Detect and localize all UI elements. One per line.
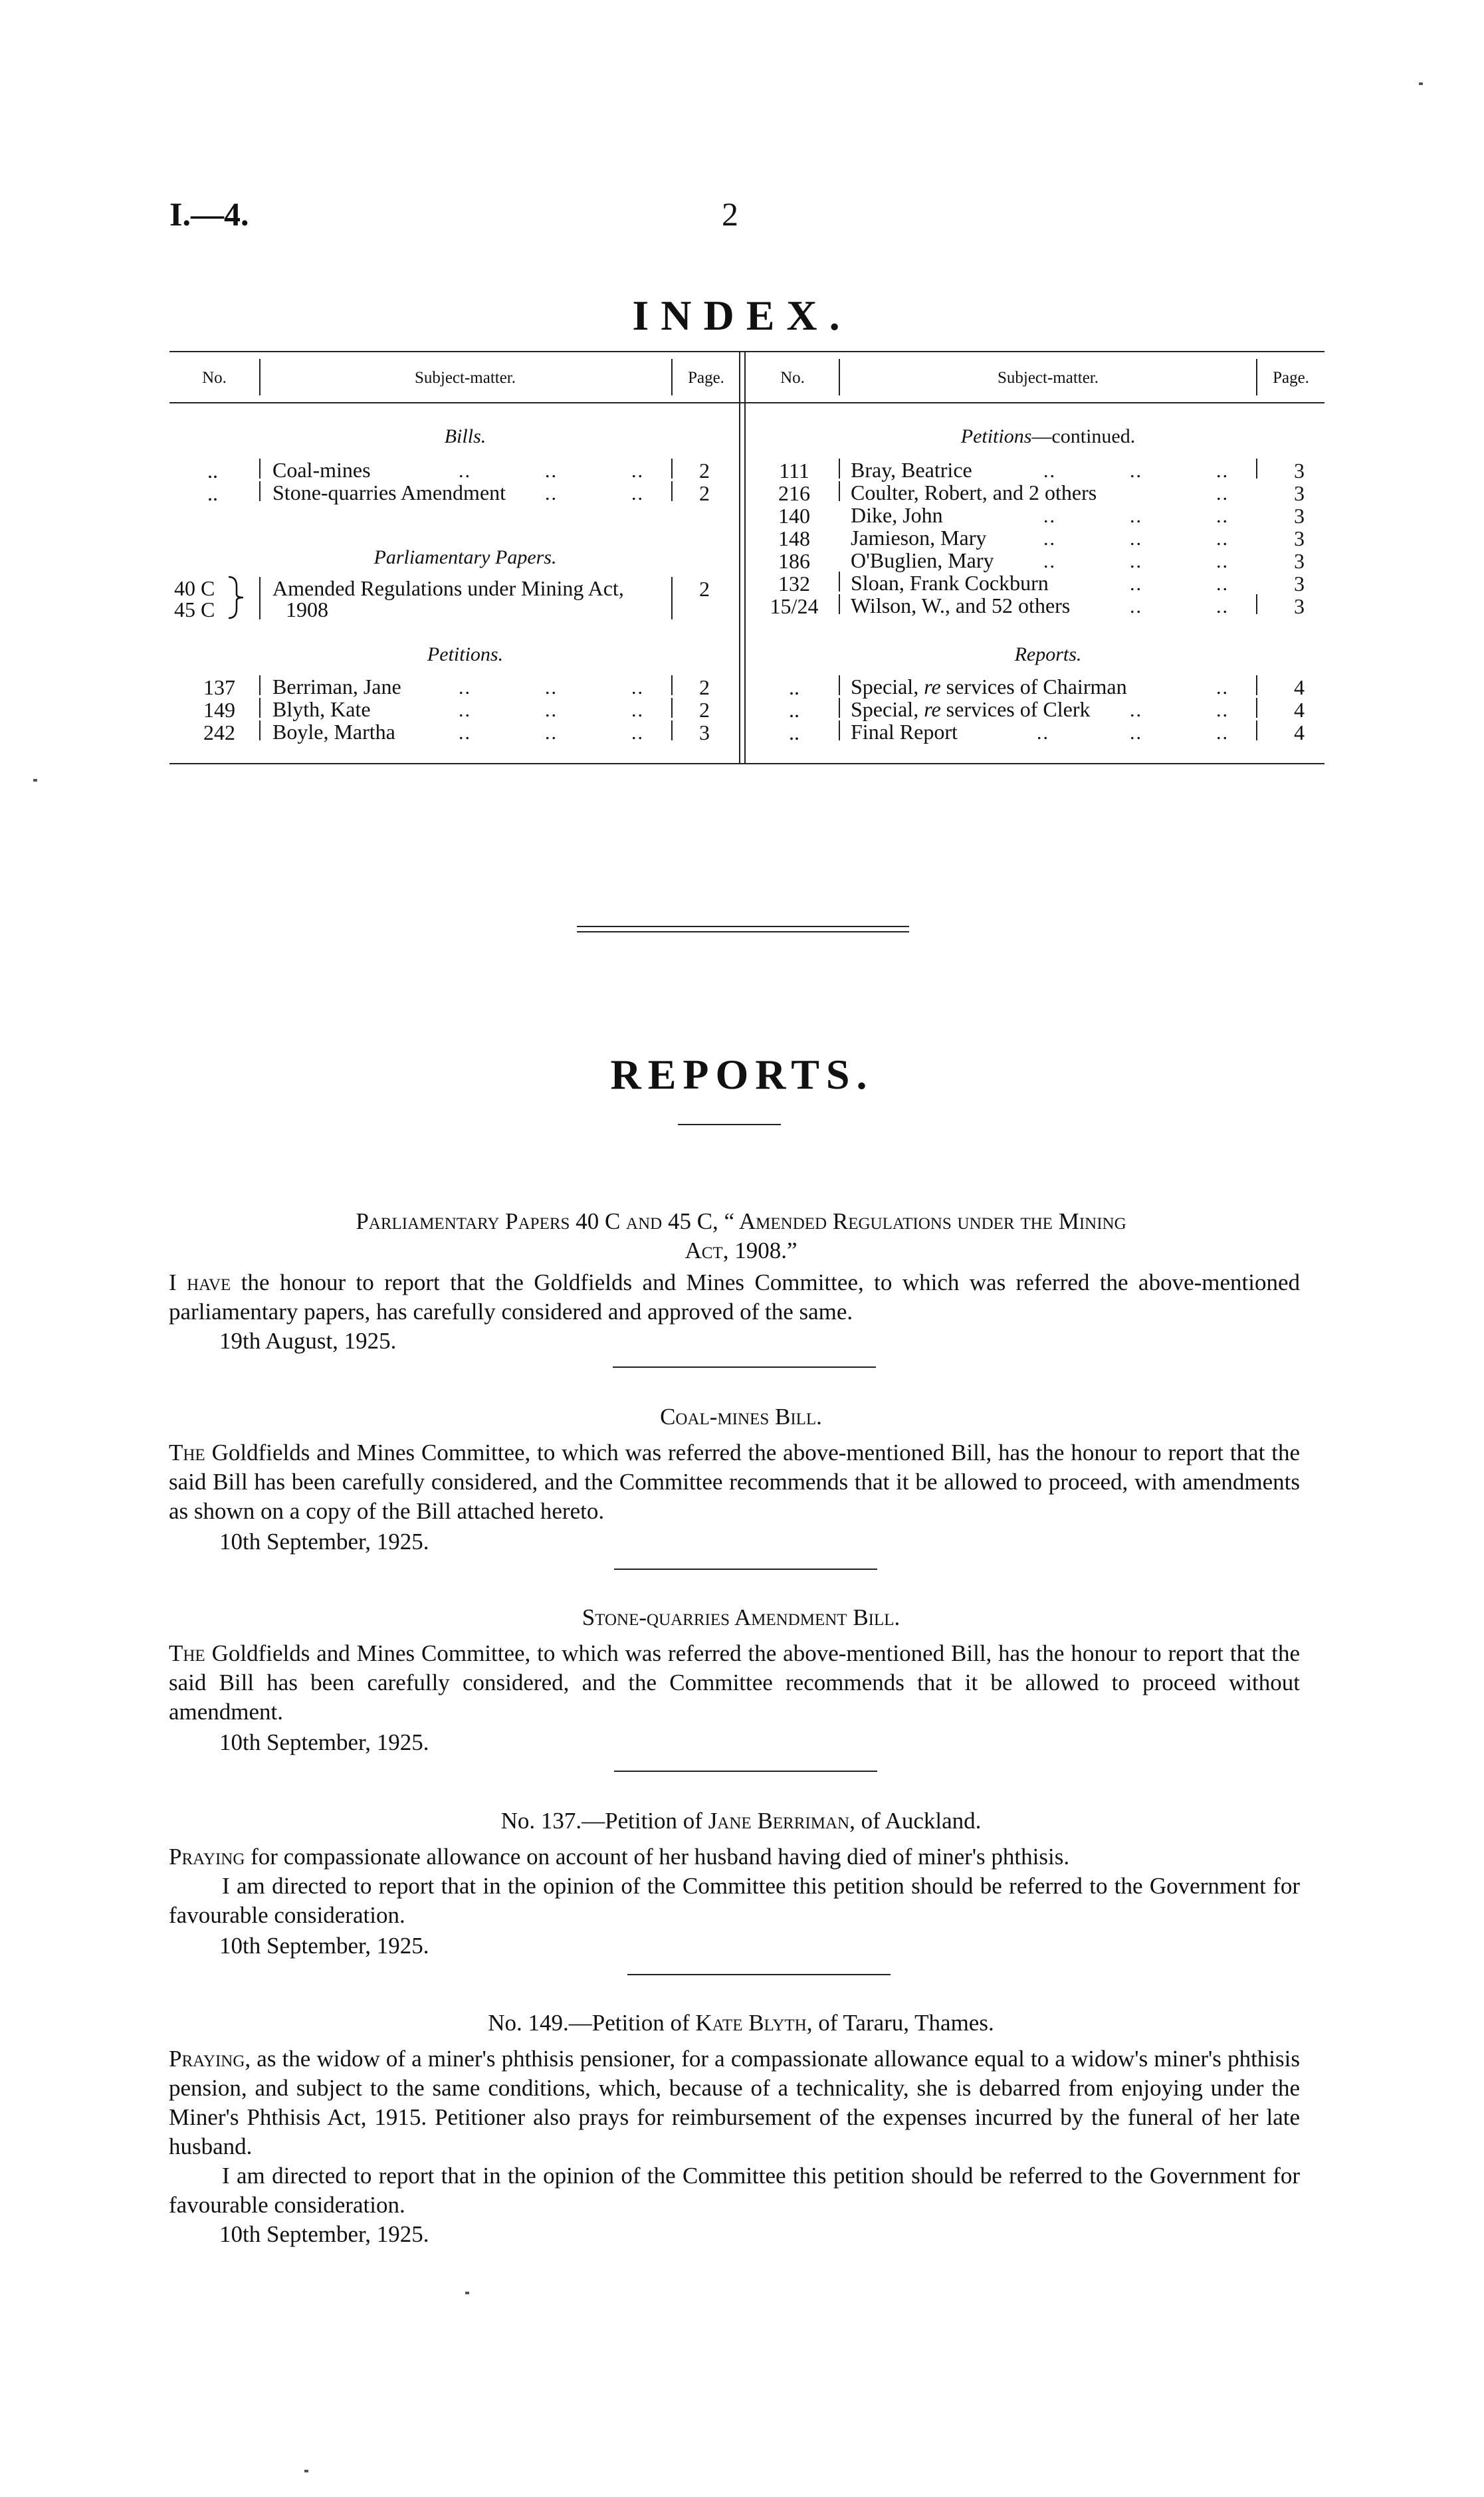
body-text: Goldfields and Mines Committee, to which was referred the above-mentioned Bill, has the honour to report that the said Bill has been carefully considered, and the Committee recommends that it be allowed to proceed, with amendments as shown on a copy of the Bill attached hereto. <box>169 1440 1300 1524</box>
section-petitions-continued <box>843 425 1253 448</box>
petition-subject: Blyth, Kate <box>272 697 371 721</box>
row-bar <box>839 594 840 614</box>
report-date: 10th September, 1925. <box>219 2221 429 2247</box>
leader-dots: .. <box>459 460 471 482</box>
leader-dots: .. <box>1216 460 1229 482</box>
report-heading-line2: Act, 1908.” <box>685 1238 797 1263</box>
leader-dots: .. <box>1216 573 1229 595</box>
body-text: Goldfields and Mines Committee, to which was referred the above-mentioned Bill, has the honour to report that the said Bill has been carefully considered, and the Committee recommends that it be allowed to proceed without amendment. <box>169 1640 1300 1725</box>
leader-dots: .. <box>1130 596 1142 617</box>
report-page: 4 <box>1294 698 1305 722</box>
leader-dots: .. <box>1130 722 1142 744</box>
row-bar <box>671 720 673 740</box>
paper-page: 2 <box>699 577 710 601</box>
bill-subject: Coal-mines <box>272 458 371 482</box>
leader-dots: .. <box>631 699 644 721</box>
petition-page: 3 <box>1294 459 1305 483</box>
petition-subject: Sloan, Frank Cockburn <box>851 571 1049 595</box>
report-subject <box>851 720 958 743</box>
row-bar <box>1256 594 1257 614</box>
lead-word: The <box>169 1640 205 1666</box>
leader-dots: .. <box>1216 483 1229 504</box>
petition-no: 137 <box>203 675 235 699</box>
report-body-coal-mines <box>169 1438 1300 1526</box>
report-heading-line1: Parliamentary Papers 40 C and 45 C, “ Amended Regulations under the Mining <box>356 1208 1126 1234</box>
report-divider <box>614 1569 877 1570</box>
leader-dots: .. <box>545 722 558 744</box>
leader-dots: .. <box>1037 722 1049 744</box>
section-divider-top <box>577 926 909 927</box>
report-subject <box>851 675 1127 698</box>
petition-no: 242 <box>203 720 235 744</box>
divider-subject-page-right <box>1256 359 1257 395</box>
section-parliamentary-papers: Parliamentary Papers. <box>373 546 557 568</box>
report-body-petition-149 <box>169 2044 1300 2220</box>
petition-page: 3 <box>699 720 710 744</box>
row-bar <box>671 675 673 695</box>
bill-subject: Stone-quarries Amendment <box>272 481 506 504</box>
bill-page: 2 <box>699 481 710 505</box>
body-text: , as the widow of a miner's phthisis pensioner, for a compassionate allowance equal to a widow's miner's phthisis pension, and subject to the same conditions, which, because of a technicality, she is debarred from enjoying under the Miner's Phthisis Act, 1915. Petitioner also prays for reimbursement of the expenses incurred by the funeral of her late husband. <box>169 2046 1300 2159</box>
row-bar <box>259 577 261 619</box>
section-reports: Reports. <box>1014 643 1082 665</box>
scan-speck <box>1419 82 1423 85</box>
leader-dots: .. <box>1216 677 1229 699</box>
center-double-rule-b <box>744 351 746 764</box>
petition-no: 111 <box>779 459 809 483</box>
report-no: .. <box>789 720 799 744</box>
divider-no-subject-left <box>259 359 261 395</box>
col-head-no-left: No. <box>202 369 227 387</box>
leader-dots: .. <box>631 677 644 699</box>
petition-no: 132 <box>778 572 810 596</box>
report-heading-petition-137 <box>166 1806 1316 1836</box>
petition-no: 216 <box>778 481 810 505</box>
petition-no: 140 <box>778 504 810 528</box>
petition-page: 3 <box>1294 481 1305 505</box>
report-subject-em: re <box>924 675 941 699</box>
scan-speck <box>304 2470 308 2472</box>
report-body-papers <box>169 1268 1300 1327</box>
index-top-rule <box>169 351 1325 352</box>
leader-dots: .. <box>1216 528 1229 550</box>
row-bar <box>1256 698 1257 718</box>
report-no: .. <box>789 675 799 699</box>
col-head-page-right: Page. <box>1273 369 1309 387</box>
heading-pre: No. 137.—Petition of <box>500 1808 708 1834</box>
leader-dots: .. <box>1216 722 1229 744</box>
report-subject-pre: Special, <box>851 697 924 721</box>
report-body-petition-137 <box>169 1842 1300 1930</box>
paper-subject-line2: 1908 <box>286 597 328 621</box>
petition-page: 3 <box>1294 594 1305 618</box>
leader-dots: .. <box>1130 505 1142 527</box>
row-bar <box>839 572 840 592</box>
petition-subject: Bray, Beatrice <box>851 458 972 482</box>
row-bar <box>671 698 673 718</box>
center-double-rule-a <box>739 351 740 764</box>
row-bar <box>1256 459 1257 479</box>
leader-dots: .. <box>545 483 558 504</box>
leader-dots: .. <box>459 699 471 721</box>
leader-dots: .. <box>1130 699 1142 721</box>
leader-dots: .. <box>631 460 644 482</box>
lead-word: Praying <box>169 2046 245 2072</box>
petition-no: 15/24 <box>770 594 819 618</box>
lead-word: I have <box>169 1269 231 1295</box>
leader-dots: .. <box>1043 505 1056 527</box>
heading-pre: No. 149.—Petition of <box>488 2010 696 2036</box>
section-petitions: Petitions. <box>427 643 504 665</box>
row-bar <box>259 720 261 740</box>
row-bar <box>671 577 673 619</box>
leader-dots: .. <box>631 483 644 504</box>
section-petitions-continued-label: Petitions <box>960 425 1032 447</box>
report-subject-post: services of Clerk <box>940 697 1091 721</box>
divider-subject-page-left <box>671 359 673 395</box>
continued-suffix: —continued. <box>1031 425 1136 447</box>
brace-icon <box>226 576 246 619</box>
bill-no: .. <box>207 481 218 505</box>
leader-dots: .. <box>545 460 558 482</box>
leader-dots: .. <box>1130 460 1142 482</box>
report-subject <box>851 698 1090 720</box>
leader-dots: .. <box>1216 596 1229 617</box>
divider-no-subject-right <box>839 359 840 395</box>
leader-dots: .. <box>1130 528 1142 550</box>
lead-word: The <box>169 1440 205 1466</box>
scan-speck <box>33 779 37 782</box>
title-underline <box>678 1124 781 1125</box>
row-bar <box>839 720 840 740</box>
petitioner-name: Kate Blyth <box>695 2010 807 2036</box>
report-date: 10th September, 1925. <box>219 1529 429 1555</box>
scan-speck <box>465 2292 469 2294</box>
bill-no: .. <box>207 459 218 483</box>
row-bar <box>259 459 261 479</box>
report-date: 19th August, 1925. <box>219 1328 397 1354</box>
report-body-stone-quarries <box>169 1639 1300 1727</box>
row-bar <box>839 698 840 718</box>
leader-dots: .. <box>459 677 471 699</box>
report-subject-pre: Special, <box>851 675 924 699</box>
leader-dots: .. <box>631 722 644 744</box>
row-bar <box>671 481 673 501</box>
petition-page: 2 <box>699 698 710 722</box>
report-divider <box>613 1366 876 1368</box>
report-no: .. <box>789 698 799 722</box>
index-header-rule <box>169 402 1325 403</box>
petition-no: 186 <box>778 549 810 573</box>
report-date: 10th September, 1925. <box>219 1933 429 1959</box>
petition-no: 148 <box>778 526 810 550</box>
row-bar <box>1256 720 1257 740</box>
col-head-subject-left: Subject-matter. <box>414 369 516 387</box>
leader-dots: .. <box>459 722 471 744</box>
page-number: 2 <box>722 195 738 233</box>
petition-subject: O'Buglien, Mary <box>851 548 994 572</box>
petition-subject: Coulter, Robert, and 2 others <box>851 481 1097 504</box>
report-page: 4 <box>1294 675 1305 699</box>
leader-dots: .. <box>1216 550 1229 572</box>
row-bar <box>839 459 840 479</box>
petition-page: 3 <box>1294 572 1305 596</box>
report-subject-pre: Final Report <box>851 720 958 744</box>
leader-dots: .. <box>1043 460 1056 482</box>
leader-dots: .. <box>1216 505 1229 527</box>
petition-page: 3 <box>1294 504 1305 528</box>
row-bar <box>259 675 261 695</box>
leader-dots: .. <box>1130 573 1142 595</box>
report-subject-post: services of Chairman <box>940 675 1127 699</box>
petition-subject: Dike, John <box>851 503 943 527</box>
petition-page: 3 <box>1294 549 1305 573</box>
row-bar <box>839 481 840 501</box>
petition-no: 149 <box>203 698 235 722</box>
petition-subject: Jamieson, Mary <box>851 526 987 550</box>
body-text-2: I am directed to report that in the opinion of the Committee this petition should be referred to the Government for favourable consideration. <box>169 1873 1300 1928</box>
document-reference: I.—4. <box>169 195 249 233</box>
row-bar <box>259 481 261 501</box>
body-text-2: I am directed to report that in the opinion of the Committee this petition should be referred to the Government for favourable consideration. <box>169 2163 1300 2218</box>
row-bar <box>1256 675 1257 695</box>
report-page: 4 <box>1294 720 1305 744</box>
body-text: for compassionate allowance on account of her husband having died of miner's phthisis. <box>245 1844 1070 1870</box>
report-divider <box>614 1771 877 1772</box>
report-heading-petition-149 <box>166 2008 1316 2038</box>
bill-page: 2 <box>699 459 710 483</box>
lead-word: Praying <box>169 1844 245 1870</box>
petition-page: 2 <box>699 675 710 699</box>
report-subject-em: re <box>924 697 941 721</box>
leader-dots: .. <box>1043 528 1056 550</box>
col-head-page-left: Page. <box>688 369 724 387</box>
report-heading-coal-mines: Coal-mines Bill. <box>660 1404 822 1430</box>
reports-title: REPORTS. <box>610 1051 874 1098</box>
report-heading-stone-quarries: Stone-quarries Amendment Bill. <box>582 1604 901 1630</box>
leader-dots: .. <box>1216 699 1229 721</box>
report-divider <box>627 1974 891 1975</box>
row-bar <box>839 675 840 695</box>
index-title: INDEX. <box>632 292 852 339</box>
heading-post: , of Auckland. <box>849 1808 982 1834</box>
leader-dots: .. <box>1043 550 1056 572</box>
leader-dots: .. <box>545 677 558 699</box>
petitioner-name: Jane Berriman <box>708 1808 850 1834</box>
paper-no-a: 40 C <box>174 576 215 600</box>
petition-subject: Boyle, Martha <box>272 720 395 744</box>
body-text: the honour to report that the Goldfields and Mines Committee, to which was referred the above-mentioned parliamentary papers, has carefully considered and approved of the same. <box>169 1269 1300 1325</box>
col-head-subject-right: Subject-matter. <box>997 369 1099 387</box>
paper-subject-line1: Amended Regulations under Mining Act, <box>272 576 624 600</box>
paper-no-b: 45 C <box>174 597 215 621</box>
leader-dots: .. <box>1130 550 1142 572</box>
section-divider-bottom <box>577 931 909 932</box>
petition-subject: Wilson, W., and 52 others <box>851 594 1071 617</box>
petition-page: 3 <box>1294 526 1305 550</box>
leader-dots: .. <box>545 699 558 721</box>
row-bar <box>671 459 673 479</box>
row-bar <box>259 698 261 718</box>
petition-subject: Berriman, Jane <box>272 675 401 699</box>
index-bottom-rule <box>169 763 1325 764</box>
report-heading-papers <box>166 1207 1316 1265</box>
section-bills: Bills. <box>444 425 486 447</box>
heading-post: , of Tararu, Thames. <box>806 2010 994 2036</box>
col-head-no-right: No. <box>780 369 805 387</box>
report-date: 10th September, 1925. <box>219 1729 429 1755</box>
